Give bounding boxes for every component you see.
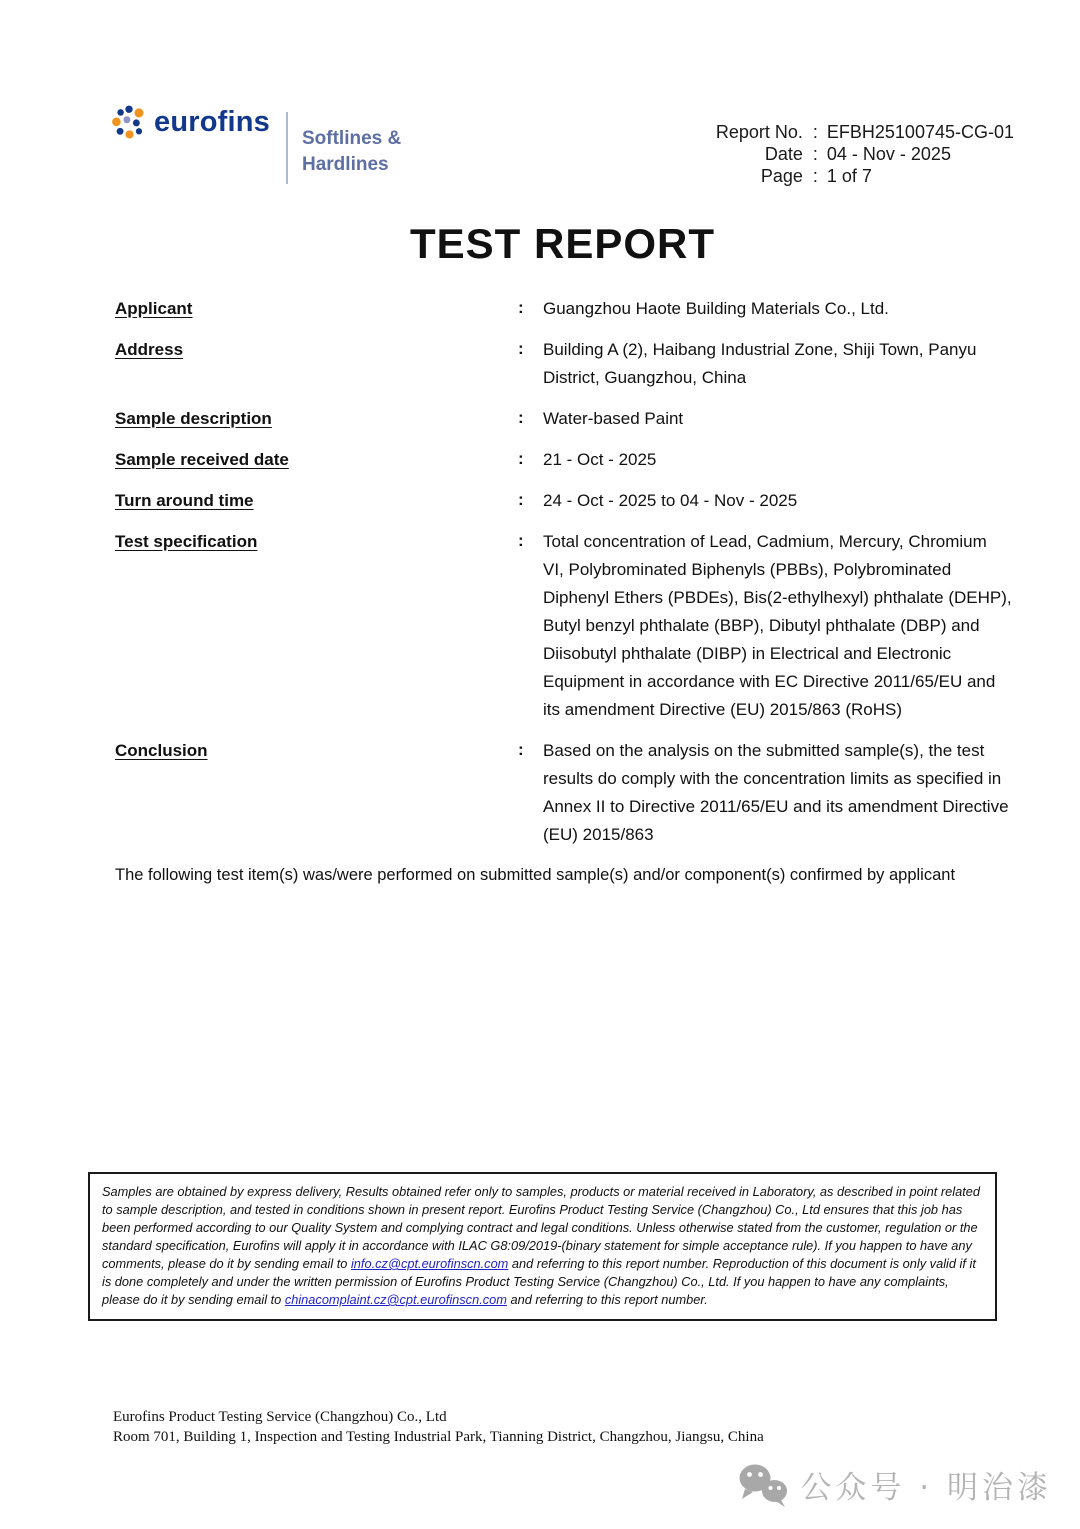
field-label-applicant: Applicant [115,299,193,318]
field-row-applicant [115,295,1012,323]
meta-separator: : [812,122,818,142]
field-value-sample-description: Water-based Paint [543,409,684,428]
test-items-note: The following test item(s) was/were performed on submitted sample(s) and/or component(s) confirmed by applicant [115,866,956,884]
field-row-turn-around-time [115,487,1012,515]
disclaimer-text-1: Samples are obtained by express delivery, Results obtained refer only to samples, products or material received in Laboratory, as described in point related to sample description, and tested in conditions shown in present report. Eurofins Product Testing Service (Changzhou) Co., Ltd ensures that this job has been performed according to our Quality System and complying contract and legal conditions. Unless otherwise stated from the customer, regulation or the standard specification, Eurofins will apply it in accordance with ILAC G8:09/2019-(binary statement for simple acceptance rule). If you happen to have any comments, please do it by sending email to [102,1184,980,1271]
wechat-watermark [738,1462,1052,1507]
disclaimer-text-2: and referring to this report number. Reproduction of this document is only valid if it is done completely and under the written permission of Eurofins Product Testing Service (Changzhou) Co., Ltd. If you happen to have any complaints, please do it by sending email to [102,1256,976,1307]
division-line2: Hardlines [302,154,389,175]
field-value-turn-around-time: 24 - Oct - 2025 to 04 - Nov - 2025 [543,491,798,510]
field-label-test-specification: Test specification [115,532,258,551]
field-value-address: Building A (2), Haibang Industrial Zone, Shiji Town, Panyu District, Guangzhou, China [543,340,977,387]
field-row-sample-received-date [115,446,1012,474]
disclaimer-box [88,1172,997,1321]
report-number-value: EFBH25100745-CG-01 [826,122,1014,142]
field-label-sample-description: Sample description [115,409,272,428]
meta-label-date: Date [764,144,803,164]
meta-label-page: Page [760,166,803,186]
field-separator: : [518,298,524,317]
report-date-value: 04 - Nov - 2025 [826,144,951,164]
report-page-value: 1 of 7 [826,166,872,186]
logo-divider [286,112,288,184]
division-line1: Softlines & [302,128,402,149]
field-label-turn-around-time: Turn around time [115,491,254,510]
report-meta [716,121,1014,187]
field-row-address [115,336,1012,392]
field-row-test-specification [115,528,1012,724]
field-separator: : [518,408,524,427]
meta-separator: : [812,144,818,164]
eurofins-dots-icon [110,104,148,146]
meta-separator: : [812,166,818,186]
field-value-test-specification: Total concentration of Lead, Cadmium, Mercury, Chromium VI, Polybrominated Biphenyls (PBBs), Polybrominated Diphenyl Ethers (PBDEs), Bis(2-ethylhexyl) phthalate (DEHP), Butyl benzyl phthalate (BBP), Dibutyl phthalate (DBP) and Diisobutyl phthalate (DIBP) in Electrical and Electronic Equipment in accordance with EC Directive 2011/65/EU and its amendment Directive (EU) 2015/863 (RoHS) [543,532,1012,719]
field-separator: : [518,531,524,550]
field-separator: : [518,740,524,759]
disclaimer-text-3: and referring to this report number. [506,1292,708,1307]
meta-row-report-no [716,121,1014,143]
email-link-info[interactable]: info.cz@cpt.eurofinscn.com [350,1256,509,1271]
field-value-applicant: Guangzhou Haote Building Materials Co., Ltd. [543,299,889,318]
field-label-conclusion: Conclusion [115,741,208,760]
field-value-sample-received-date: 21 - Oct - 2025 [543,450,657,469]
field-label-sample-received-date: Sample received date [115,450,289,469]
eurofins-logo [110,98,401,184]
footer-address [113,1407,764,1447]
meta-row-page [716,165,1014,187]
field-separator: : [518,339,524,358]
meta-row-date [716,143,1014,165]
email-link-complaint[interactable]: chinacomplaint.cz@cpt.eurofinscn.com [284,1292,507,1307]
footer-location: Room 701, Building 1, Inspection and Testing Industrial Park, Tianning District, Changzhou, Jiangsu, China [113,1429,764,1445]
field-row-conclusion [115,737,1012,849]
brand-name: eurofins [154,106,270,138]
watermark-text: 公众号 · 明治漆 [800,1470,1052,1506]
field-value-conclusion: Based on the analysis on the submitted sample(s), the test results do comply with the concentration limits as specified in Annex II to Directive 2011/65/EU and its amendment Directive (EU) 2015/863 [543,741,1009,844]
division-name [302,126,401,178]
report-fields [115,295,1012,888]
page-title: TEST REPORT [409,220,716,267]
field-row-sample-description [115,405,1012,433]
field-separator: : [518,449,524,468]
wechat-icon [738,1463,790,1507]
field-separator: : [518,490,524,509]
meta-label-report-no: Report No. [715,122,803,142]
field-label-address: Address [115,340,184,359]
footer-company: Eurofins Product Testing Service (Changzhou) Co., Ltd [113,1409,447,1425]
